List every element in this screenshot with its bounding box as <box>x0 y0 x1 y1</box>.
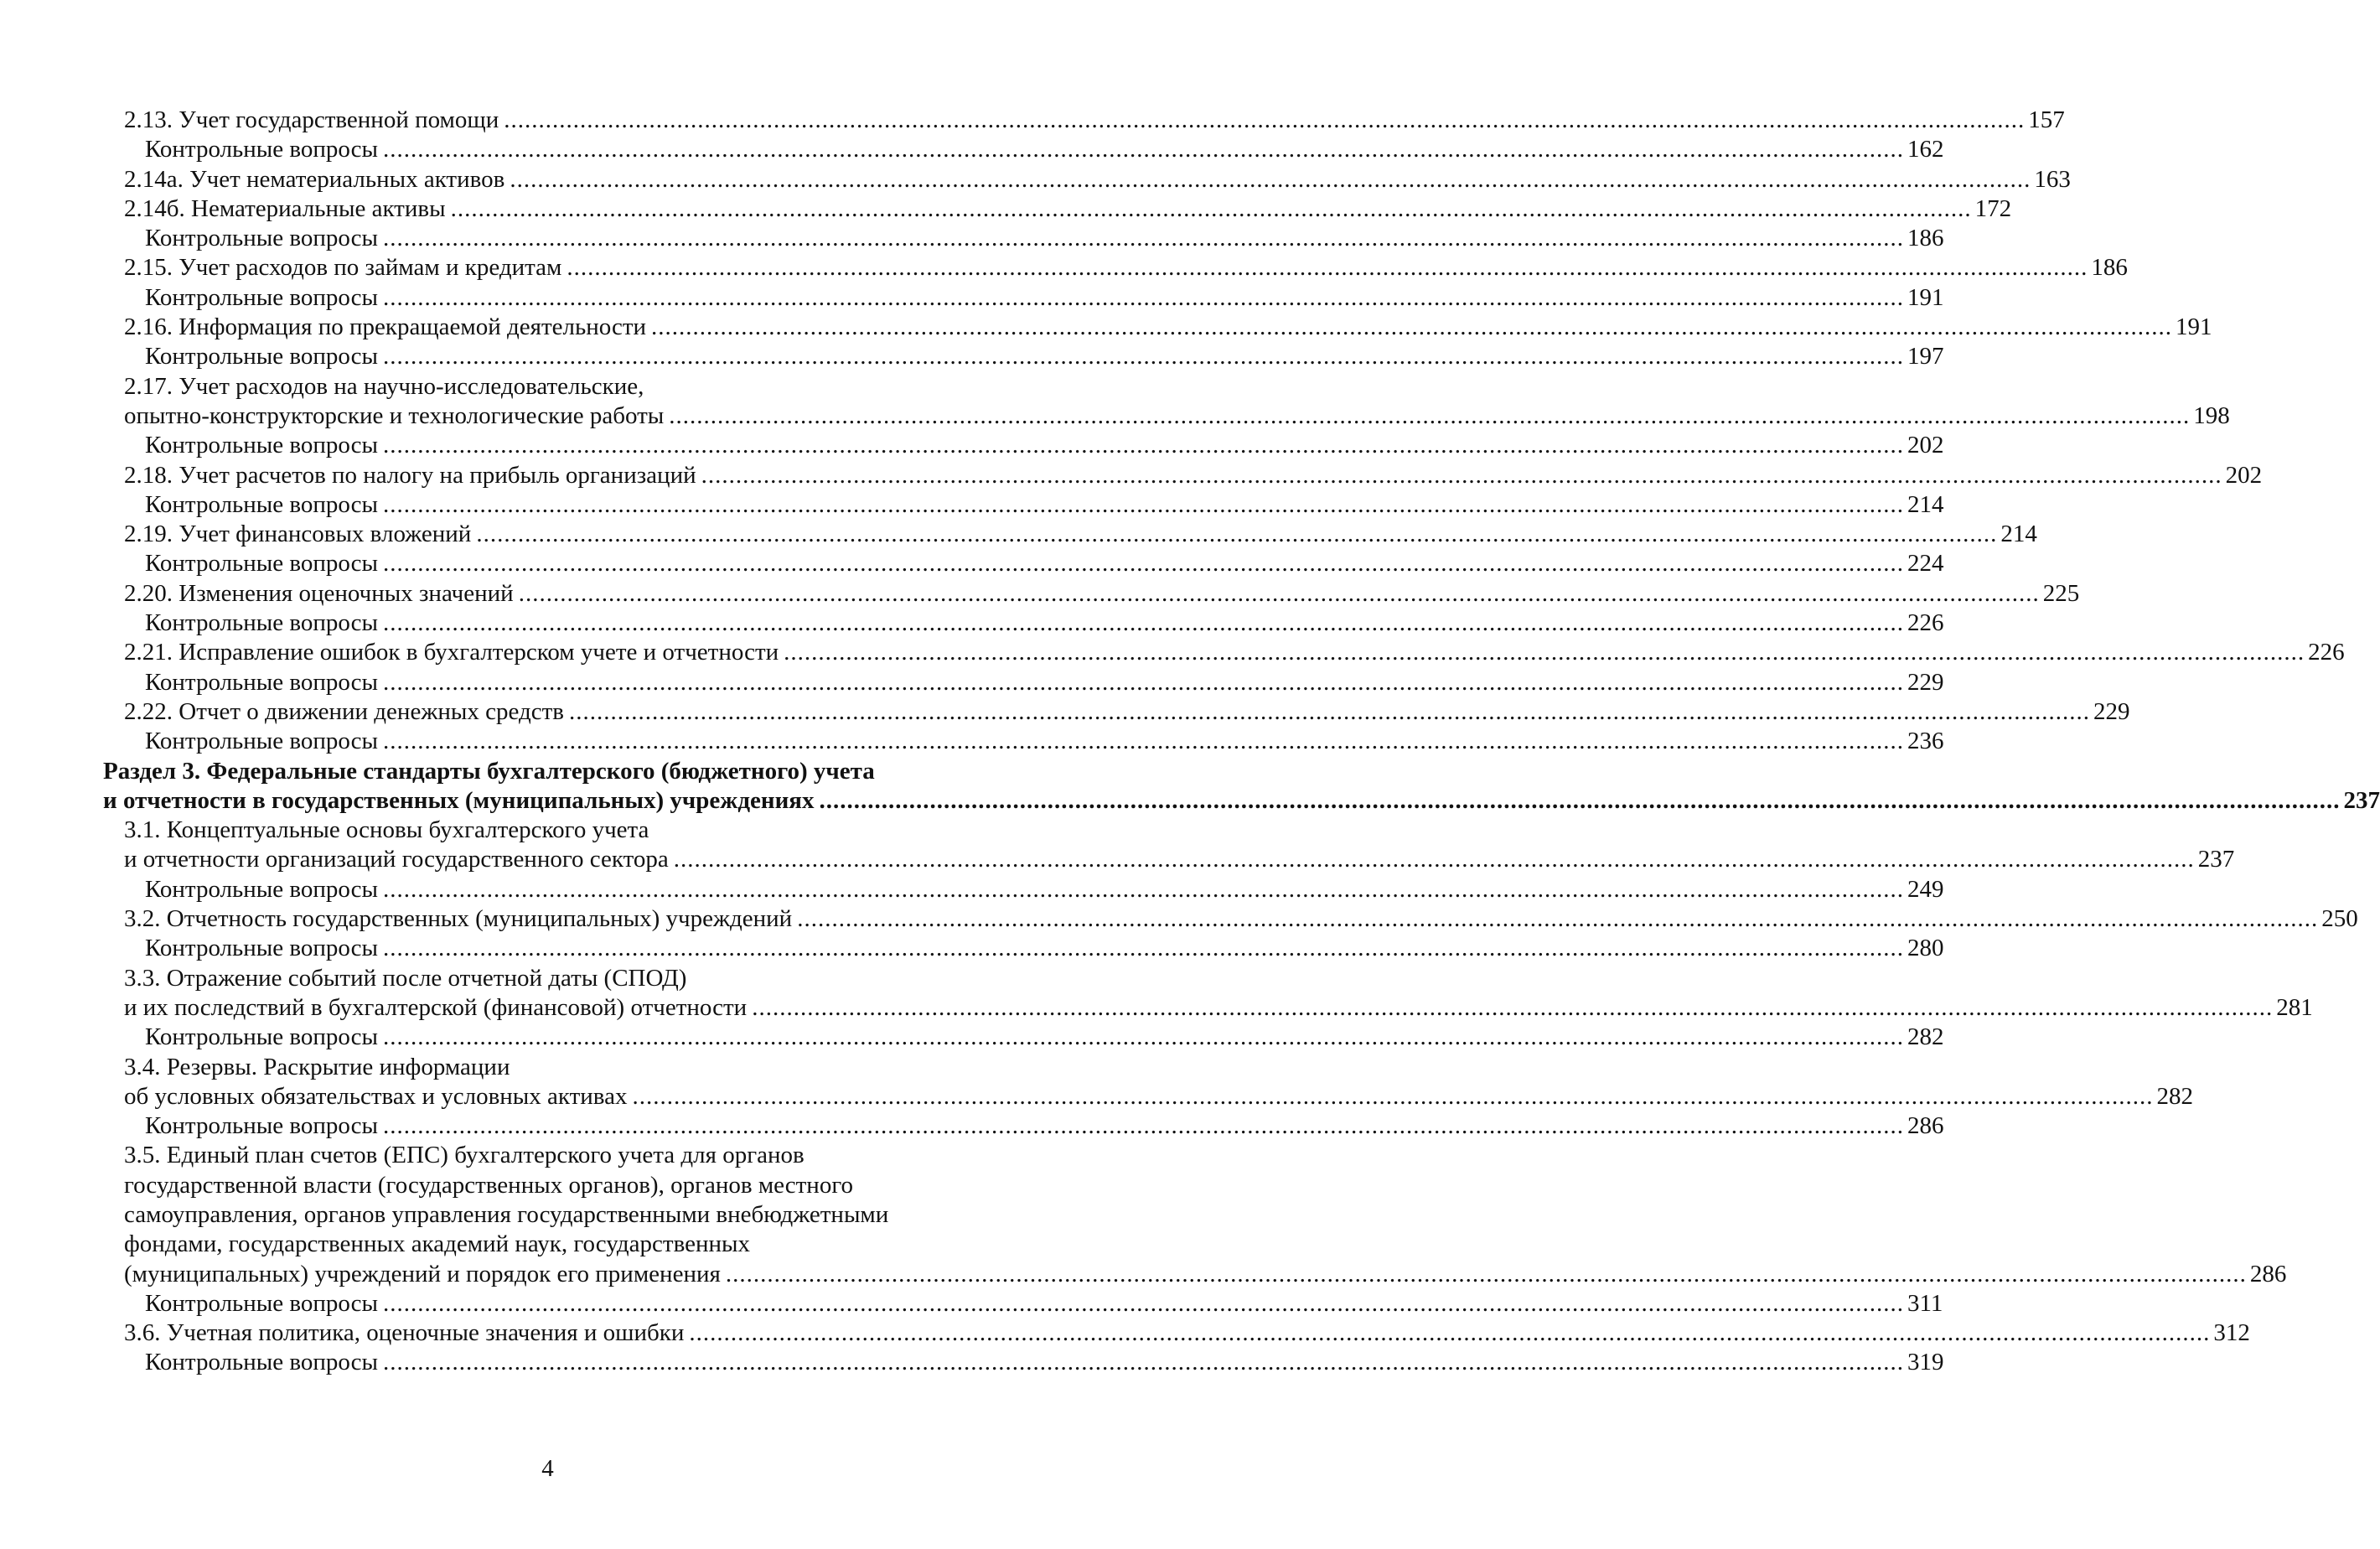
dot-leader: ............................................................................................................................................................................................................................ <box>382 1349 1904 1376</box>
toc-entry-title-line: 3.4. Резервы. Раскрытие информации <box>124 1053 510 1080</box>
toc-entry <box>103 904 2358 934</box>
dot-leader: ............................................................................................................................................................................................................................ <box>784 639 2305 666</box>
toc-entry-row <box>103 253 2128 282</box>
dot-leader: ............................................................................................................................................................................................................................ <box>382 1112 1904 1140</box>
dot-leader: ............................................................................................................................................................................................................................ <box>450 194 1972 222</box>
toc-entry-page: 319 <box>1907 1349 1944 1376</box>
dot-leader: ............................................................................................................................................................................................................................ <box>567 254 2088 282</box>
dot-leader: ............................................................................................................................................................................................................................ <box>689 1319 2211 1347</box>
toc-entry <box>103 934 1944 963</box>
toc-entry-page: 280 <box>1907 935 1944 962</box>
toc-entry-page: 237 <box>2343 786 2380 814</box>
toc-entry <box>103 520 2037 549</box>
toc-entry-page: 214 <box>2000 521 2037 548</box>
toc-entry-row <box>103 904 2358 934</box>
toc-entry-title-line: фондами, государственных академий наук, государственных <box>124 1230 751 1258</box>
toc-entry-title: 2.16. Информация по прекращаемой деятельности <box>124 313 647 341</box>
table-of-contents <box>103 106 2380 1378</box>
toc-entry-row <box>103 106 2065 135</box>
toc-entry <box>103 135 1944 164</box>
toc-entry-title: 2.18. Учет расчетов по налогу на прибыль организаций <box>124 461 696 489</box>
toc-entry-row <box>103 283 1944 313</box>
toc-entry <box>103 549 1944 578</box>
toc-entry-row <box>103 1260 2287 1289</box>
toc-entry <box>103 964 2313 1023</box>
toc-entry-title: и их последствий в бухгалтерской (финансовой) отчетности <box>124 993 748 1021</box>
toc-entry <box>103 283 1944 313</box>
toc-entry-row <box>103 490 1944 520</box>
dot-leader: ............................................................................................................................................................................................................................ <box>701 461 2222 489</box>
toc-entry-row <box>103 401 2230 431</box>
dot-leader: ............................................................................................................................................................................................................................ <box>382 136 1904 163</box>
toc-entry-page: 157 <box>2028 106 2065 133</box>
toc-entry-row <box>103 165 2071 194</box>
toc-entry <box>103 372 2230 432</box>
toc-entry-row <box>103 993 2313 1023</box>
toc-entry-row <box>103 1111 1944 1141</box>
dot-leader: ............................................................................................................................................................................................................................ <box>752 993 2274 1021</box>
toc-entry-title: 2.20. Изменения оценочных значений <box>124 579 514 607</box>
toc-entry-title: Контрольные вопросы <box>145 136 378 163</box>
toc-entry-page: 282 <box>2156 1082 2193 1110</box>
toc-entry <box>103 579 2080 609</box>
dot-leader: ............................................................................................................................................................................................................................ <box>382 283 1904 311</box>
toc-entry-page: 225 <box>2042 579 2080 607</box>
dot-leader: ............................................................................................................................................................................................................................ <box>382 343 1904 370</box>
toc-entry-page: 202 <box>2225 461 2263 489</box>
page-number: 4 <box>541 1455 554 1482</box>
toc-entry <box>103 1053 2193 1112</box>
toc-entry-row <box>103 1289 1943 1318</box>
dot-leader: ............................................................................................................................................................................................................................ <box>382 935 1904 962</box>
toc-entry-row <box>103 697 2130 727</box>
toc-entry <box>103 106 2065 135</box>
dot-leader: ............................................................................................................................................................................................................................ <box>725 1260 2247 1287</box>
toc-entry-row <box>103 1318 2250 1348</box>
toc-entry-title: Контрольные вопросы <box>145 1289 378 1317</box>
toc-entry-row <box>103 579 2080 609</box>
toc-entry <box>103 1111 1944 1141</box>
toc-entry-title-line: самоуправления, органов управления государственными внебюджетными <box>124 1200 889 1228</box>
toc-entry-page: 229 <box>2093 697 2130 725</box>
toc-entry-title-line: 3.3. Отражение событий после отчетной даты (СПОД) <box>124 964 687 992</box>
dot-leader: ............................................................................................................................................................................................................................ <box>382 225 1904 252</box>
toc-entry-title: и отчетности в государственных (муниципальных) учреждениях <box>103 786 815 814</box>
toc-entry-page: 224 <box>1907 550 1944 578</box>
toc-entry-title: Контрольные вопросы <box>145 432 378 459</box>
toc-entry-title: Контрольные вопросы <box>145 225 378 252</box>
toc-entry <box>103 313 2212 342</box>
toc-entry <box>103 194 2012 224</box>
toc-entry-page: 214 <box>1907 490 1944 518</box>
toc-entry-row <box>103 668 1944 697</box>
dot-leader: ............................................................................................................................................................................................................................ <box>819 786 2341 814</box>
toc-entry-page: 312 <box>2213 1319 2250 1347</box>
toc-entry-title: Контрольные вопросы <box>145 1112 378 1140</box>
toc-entry <box>103 697 2130 727</box>
dot-leader: ............................................................................................................................................................................................................................ <box>382 432 1904 459</box>
toc-entry-title: Контрольные вопросы <box>145 609 378 637</box>
toc-entry-row <box>103 609 1944 638</box>
dot-leader: ............................................................................................................................................................................................................................ <box>504 106 2026 133</box>
toc-entry-title: Контрольные вопросы <box>145 343 378 370</box>
toc-entry-row <box>103 638 2345 667</box>
toc-entry-page: 311 <box>1907 1289 1943 1317</box>
toc-entry-title: Контрольные вопросы <box>145 728 378 755</box>
toc-entry-title: 2.13. Учет государственной помощи <box>124 106 499 133</box>
toc-entry-page: 237 <box>2197 846 2235 873</box>
dot-leader: ............................................................................................................................................................................................................................ <box>651 313 2173 341</box>
dot-leader: ............................................................................................................................................................................................................................ <box>632 1082 2154 1110</box>
toc-entry-row <box>103 194 2012 224</box>
toc-entry-page: 202 <box>1907 432 1944 459</box>
toc-entry <box>103 727 1944 756</box>
toc-entry <box>103 875 1944 904</box>
toc-entry <box>103 757 2380 816</box>
toc-entry-row <box>103 224 1944 253</box>
dot-leader: ............................................................................................................................................................................................................................ <box>518 579 2040 607</box>
toc-entry-row <box>103 342 1944 371</box>
toc-entry-title: Контрольные вопросы <box>145 1023 378 1051</box>
toc-entry-title: 2.19. Учет финансовых вложений <box>124 521 472 548</box>
dot-leader: ............................................................................................................................................................................................................................ <box>382 490 1904 518</box>
toc-entry <box>103 253 2128 282</box>
dot-leader: ............................................................................................................................................................................................................................ <box>568 697 2090 725</box>
toc-entry <box>103 1141 2287 1288</box>
toc-entry-row <box>103 1348 1944 1377</box>
toc-entry-title: 2.22. Отчет о движении денежных средств <box>124 697 564 725</box>
toc-entry-row <box>103 934 1944 963</box>
toc-entry <box>103 1318 2250 1348</box>
toc-entry-row <box>103 461 2263 490</box>
toc-entry-row <box>103 431 1944 460</box>
toc-entry-title: об условных обязательствах и условных активах <box>124 1082 628 1110</box>
toc-entry-row <box>103 786 2380 816</box>
toc-entry-row <box>103 1023 1944 1052</box>
toc-entry-page: 236 <box>1907 728 1944 755</box>
toc-entry-title: (муниципальных) учреждений и порядок его применения <box>124 1260 721 1287</box>
toc-entry-title: 2.21. Исправление ошибок в бухгалтерском учете и отчетности <box>124 639 779 666</box>
toc-entry-title: Контрольные вопросы <box>145 283 378 311</box>
toc-entry-page: 226 <box>2308 639 2345 666</box>
toc-entry-title: Контрольные вопросы <box>145 668 378 696</box>
dot-leader: ............................................................................................................................................................................................................................ <box>382 668 1904 696</box>
toc-entry-page: 172 <box>1974 194 2012 222</box>
toc-entry <box>103 816 2235 875</box>
dot-leader: ............................................................................................................................................................................................................................ <box>382 550 1904 578</box>
toc-entry-title: Контрольные вопросы <box>145 490 378 518</box>
dot-leader: ............................................................................................................................................................................................................................ <box>673 846 2195 873</box>
dot-leader: ............................................................................................................................................................................................................................ <box>382 1023 1904 1051</box>
toc-entry-page: 197 <box>1907 343 1944 370</box>
toc-entry-page: 163 <box>2034 165 2071 193</box>
toc-entry-page: 282 <box>1907 1023 1944 1051</box>
toc-entry <box>103 1023 1944 1052</box>
toc-entry <box>103 461 2263 490</box>
toc-entry-page: 250 <box>2321 905 2358 933</box>
toc-entry-page: 281 <box>2276 993 2313 1021</box>
toc-entry-page: 226 <box>1907 609 1944 637</box>
toc-entry-title: и отчетности организаций государственного сектора <box>124 846 669 873</box>
toc-entry-title: Контрольные вопросы <box>145 875 378 903</box>
dot-leader: ............................................................................................................................................................................................................................ <box>382 609 1904 637</box>
toc-entry <box>103 224 1944 253</box>
toc-entry-page: 249 <box>1907 875 1944 903</box>
dot-leader: ............................................................................................................................................................................................................................ <box>382 875 1904 903</box>
toc-entry-page: 198 <box>2193 401 2230 429</box>
toc-entry-title: опытно-конструкторские и технологические работы <box>124 401 665 429</box>
toc-entry-page: 191 <box>1907 283 1944 311</box>
toc-entry-title-line: 3.1. Концептуальные основы бухгалтерского учета <box>124 816 649 844</box>
toc-entry <box>103 668 1944 697</box>
toc-entry <box>103 165 2071 194</box>
toc-entry <box>103 609 1944 638</box>
dot-leader: ............................................................................................................................................................................................................................ <box>382 728 1904 755</box>
toc-entry-title: 2.15. Учет расходов по займам и кредитам <box>124 254 562 282</box>
toc-entry-row <box>103 845 2235 874</box>
toc-entry-page: 286 <box>2249 1260 2287 1287</box>
toc-entry-title: Контрольные вопросы <box>145 935 378 962</box>
toc-entry-title-line: Раздел 3. Федеральные стандарты бухгалтерского (бюджетного) учета <box>103 757 875 785</box>
toc-entry-page: 229 <box>1907 668 1944 696</box>
toc-entry-title-line: 3.5. Единый план счетов (ЕПС) бухгалтерского учета для органов <box>124 1142 805 1169</box>
toc-entry-title: 3.2. Отчетность государственных (муниципальных) учреждений <box>124 905 793 933</box>
toc-entry-page: 162 <box>1907 136 1944 163</box>
dot-leader: ............................................................................................................................................................................................................................ <box>669 401 2191 429</box>
toc-entry-row <box>103 520 2037 549</box>
toc-entry <box>103 490 1944 520</box>
toc-entry-row <box>103 313 2212 342</box>
toc-entry-page: 186 <box>1907 225 1944 252</box>
toc-entry-page: 286 <box>1907 1112 1944 1140</box>
toc-entry-title: Контрольные вопросы <box>145 550 378 578</box>
toc-entry <box>103 431 1944 460</box>
toc-entry-row <box>103 549 1944 578</box>
toc-entry-row <box>103 727 1944 756</box>
toc-entry-title: 2.14а. Учет нематериальных активов <box>124 165 505 193</box>
toc-entry-title: 2.14б. Нематериальные активы <box>124 194 446 222</box>
toc-entry-title-line: государственной власти (государственных органов), органов местного <box>124 1171 853 1199</box>
toc-entry <box>103 1289 1943 1318</box>
toc-entry-row <box>103 1082 2193 1111</box>
toc-entry-title-line: 2.17. Учет расходов на научно-исследовательские, <box>124 372 644 400</box>
toc-entry-title: 3.6. Учетная политика, оценочные значения и ошибки <box>124 1319 685 1347</box>
toc-entry <box>103 342 1944 371</box>
dot-leader: ............................................................................................................................................................................................................................ <box>797 905 2319 933</box>
dot-leader: ............................................................................................................................................................................................................................ <box>382 1289 1904 1317</box>
toc-entry-page: 191 <box>2176 313 2212 341</box>
toc-entry <box>103 1348 1944 1377</box>
toc-entry-page: 186 <box>2091 254 2128 282</box>
toc-entry <box>103 638 2345 667</box>
toc-entry-row <box>103 135 1944 164</box>
dot-leader: ............................................................................................................................................................................................................................ <box>476 521 1998 548</box>
toc-entry-title: Контрольные вопросы <box>145 1349 378 1376</box>
dot-leader: ............................................................................................................................................................................................................................ <box>510 165 2031 193</box>
toc-entry-row <box>103 875 1944 904</box>
